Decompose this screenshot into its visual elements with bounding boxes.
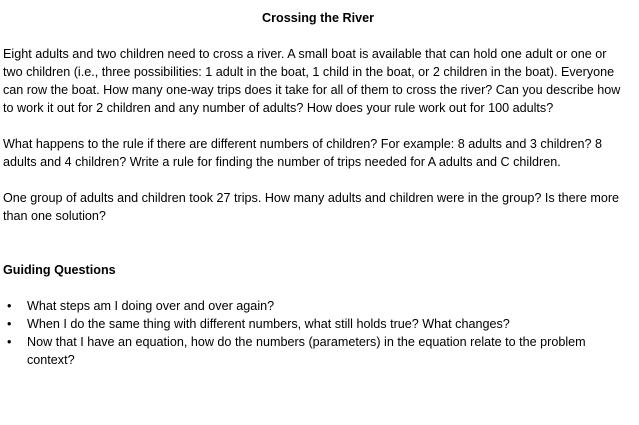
guiding-question-text: Now that I have an equation, how do the numbers (parameters) in the equation relate to the problem context? [27,335,586,367]
guiding-question-text: When I do the same thing with different numbers, what still holds true? What changes? [27,317,510,331]
guiding-questions-list [3,297,625,369]
bullet-icon: • [7,317,12,331]
paragraph-reverse: One group of adults and children took 27 trips. How many adults and children were in the group? Is there more than one solution? [3,191,620,223]
list-item [3,333,625,369]
bullet-icon: • [7,299,12,313]
bullet-icon: • [7,335,12,349]
guiding-questions-heading: Guiding Questions [3,263,116,277]
list-item [3,315,625,333]
paragraph-variation: What happens to the rule if there are different numbers of children? For example: 8 adults and 3 children? 8 adults and 4 children? Write a rule for finding the number of trips needed for A adults and C children. [3,137,603,169]
document-title: Crossing the River [262,11,374,25]
list-item [3,297,625,315]
guiding-question-text: What steps am I doing over and over again? [27,299,275,313]
paragraph-problem: Eight adults and two children need to cross a river. A small boat is available that can hold one adult or one or two children (i.e., three possibilities: 1 adult in the boat, 1 child in the boat, or 2 children in the boat). Everyone can row the boat. How many one-way trips does it take for all of them to cross the river? Can you describe how to work it out for 2 children and any number of adults? How does your rule work out for 100 adults? [3,47,621,115]
